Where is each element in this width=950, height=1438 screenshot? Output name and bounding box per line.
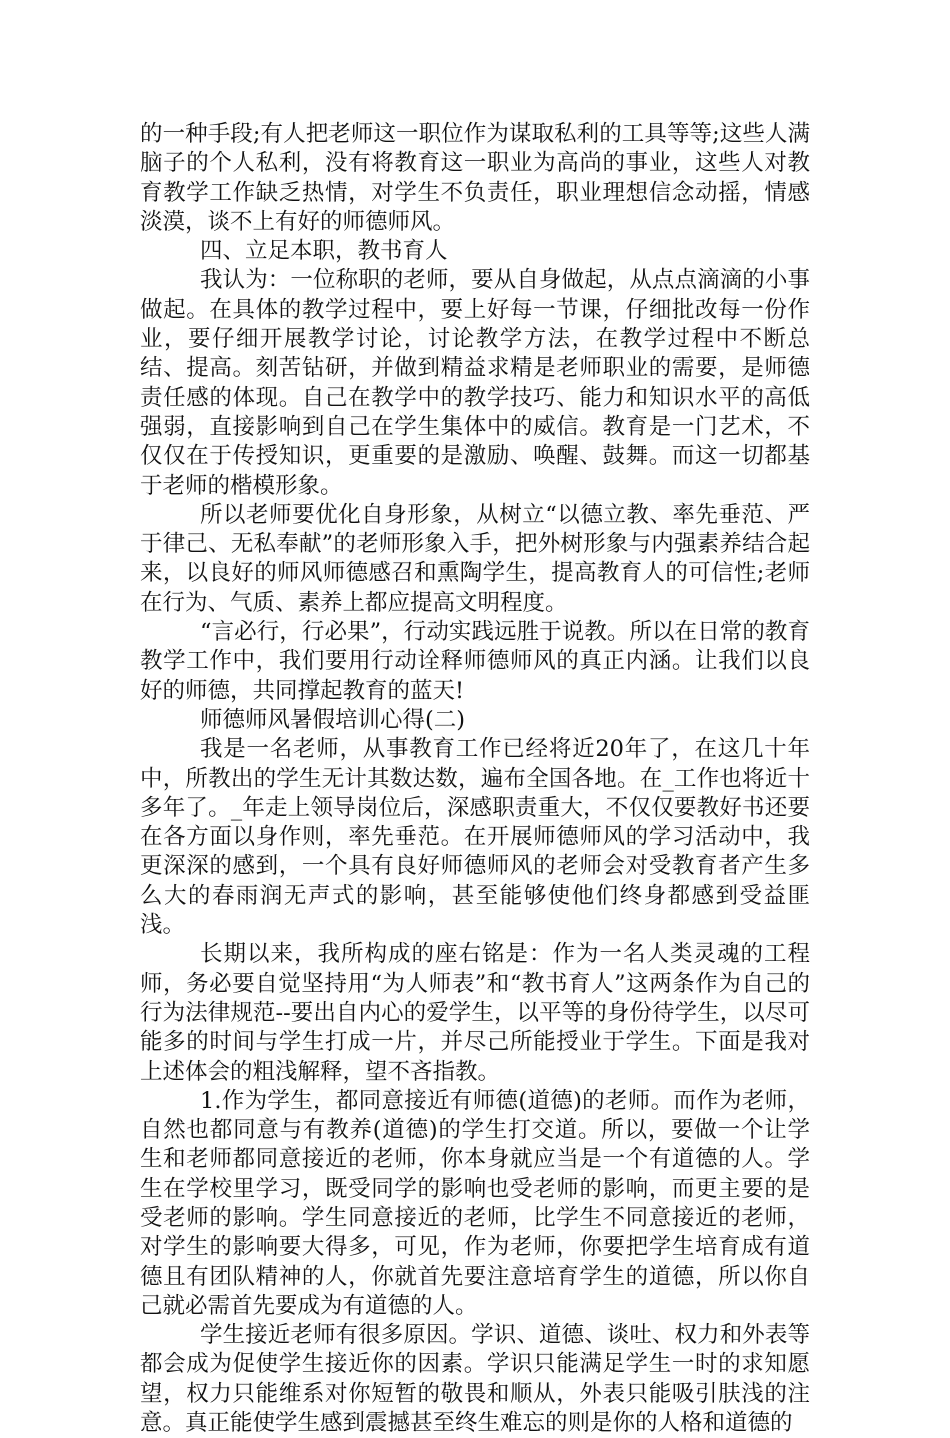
paragraph-2: 我认为：一位称职的老师，要从自身做起，从点点滴滴的小事做起。在具体的教学过程中，要上好每一节课，仔细批改每一份作业，要仔细开展教学讨论，讨论教学方法，在教学过程中不断总结、提高。刻苦钻研，并做到精益求精是老师职业的需要，是师德责任感的体现。自己在教学中的教学技巧、能力和知识水平的高低强弱，直接影响到自己在学生集体中的威信。教育是一门艺术，不仅仅在于传授知识，更重要的是激励、唤醒、鼓舞。而这一切都基于老师的楷模形象。	[140, 267, 810, 499]
paragraph-8: 学生接近老师有很多原因。学识、道德、谈吐、权力和外表等都会成为促使学生接近你的因素。学识只能满足学生一时的求知愿望，权力只能维系对你短暂的敬畏和顺从，外表只能吸引肤浅的注意。真正能使学生感到震撼甚至终生难忘的则是你的人格和道德的	[140, 1322, 810, 1437]
section-heading-4: 四、立足本职，教书育人	[200, 238, 448, 265]
paragraph-3: 所以老师要优化自身形象，从树立“以德立教、率先垂范、严于律己、无私奉献”的老师形象入手，把外树形象与内强素养结合起来，以良好的师风师德感召和熏陶学生，提高教育人的可信性;老师在行为、气质、素养上都应提高文明程度。	[140, 501, 810, 616]
paragraph-1: 的一种手段;有人把老师这一职位作为谋取私利的工具等等;这些人满脑子的个人私利，没有将教育这一职业为高尚的事业，这些人对教育教学工作缺乏热情，对学生不负责任，职业理想信念动摇，情感淡漠，谈不上有好的师德师风。	[140, 121, 810, 235]
document-body	[140, 120, 810, 1438]
article-title-2: 师德师风暑假培训心得(二)	[200, 706, 466, 733]
paragraph-6: 长期以来，我所构成的座右铭是：作为一名人类灵魂的工程师，务必要自觉坚持用“为人师表”和“教书育人”这两条作为自己的行为法律规范--要出自内心的爱学生，以平等的身份待学生，以尽可能多的时间与学生打成一片，并尽己所能授业于学生。下面是我对上述体会的粗浅解释，望不吝指教。	[140, 941, 810, 1085]
paragraph-5: 我是一名老师，从事教育工作已经将近20年了，在这几十年中，所教出的学生无计其数达数，遍布全国各地。在_工作也将近十多年了。_年走上领导岗位后，深感职责重大，不仅仅要教好书还要在各方面以身作则，率先垂范。在开展师德师风的学习活动中，我更深深的感到，一个具有良好师德师风的老师会对受教育者产生多么大的春雨润无声式的影响，甚至能够使他们终身都感到受益匪浅。	[140, 736, 810, 939]
paragraph-7: 1.作为学生，都同意接近有师德(道德)的老师。而作为老师，自然也都同意与有教养(道德)的学生打交道。所以，要做一个让学生和老师都同意接近的老师，你本身就应当是一个有道德的人。学生在学校里学习，既受同学的影响也受老师的影响，而更主要的是受老师的影响。学生同意接近的老师，比学生不同意接近的老师，对学生的影响要大得多，可见，作为老师，你要把学生培育成有道德且有团队精神的人，你就首先要注意培育学生的道德，所以你自己就必需首先要成为有道德的人。	[140, 1087, 810, 1319]
paragraph-4: “言必行，行必果”，行动实践远胜于说教。所以在日常的教育教学工作中，我们要用行动诠释师德师风的真正内涵。让我们以良好的师德，共同撑起教育的蓝天!	[140, 619, 810, 704]
